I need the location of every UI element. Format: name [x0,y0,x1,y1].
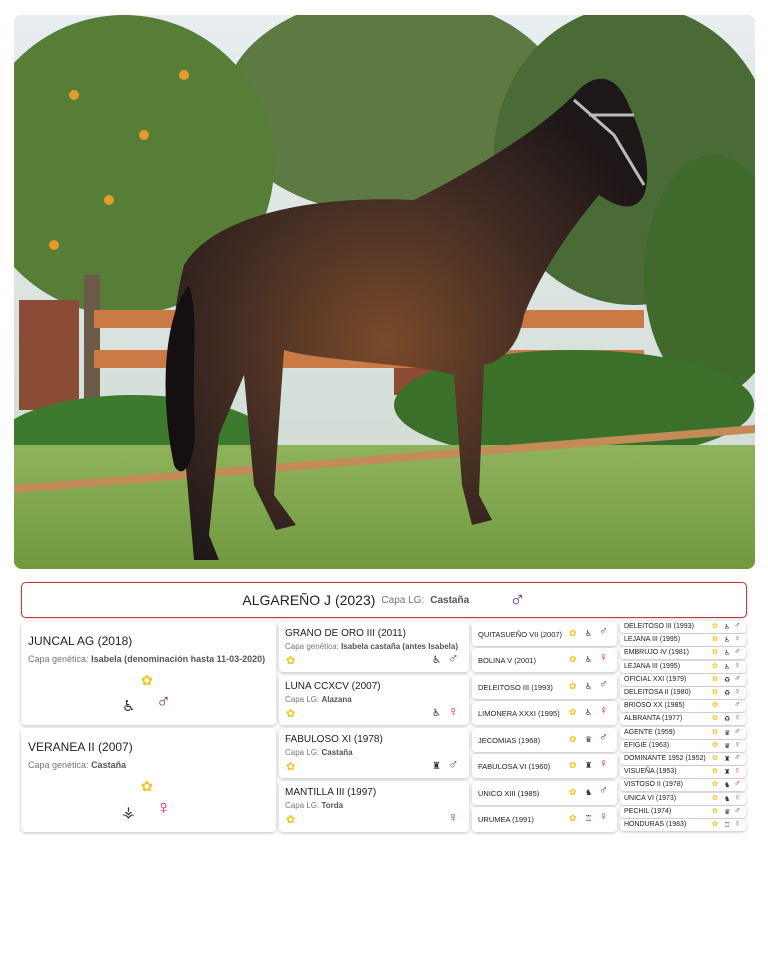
pedigree-card-gen2[interactable] [279,781,469,832]
breeding-symbol-icon: ♖ [724,822,731,829]
pedigree-card-gen4[interactable] [620,740,746,752]
pedigree-card-dam[interactable] [21,728,276,832]
pedigree-card-gen3[interactable] [472,807,617,832]
male-symbol-icon: ♂ [599,677,608,691]
ancestor-name: HONDURAS (1983) [624,821,687,828]
pedigree-card-gen3[interactable] [472,781,617,805]
ancestor-capa [285,695,352,704]
capa-value: Torda [321,801,344,810]
rosette-icon: ✿ [286,655,296,667]
rosette-icon: ✿ [569,654,577,664]
ancestor-name: LEJANA III (1995) [624,636,681,644]
breeding-symbol-icon: ♞ [585,788,593,797]
breeding-symbol-icon: ♿ [432,655,441,666]
rosette-icon: ✿ [141,672,153,688]
ancestor-name: DELEITOSO III (1993) [478,683,553,692]
breeding-symbol-icon: ♜ [585,761,593,770]
female-symbol-icon: ♀ [599,756,608,770]
pedigree-card-gen2[interactable] [279,675,469,725]
pedigree-card-gen4[interactable] [620,819,746,831]
female-symbol-icon: ♀ [599,809,608,823]
ancestor-name: BOLINA V (2001) [478,656,536,665]
rosette-icon: ✿ [712,821,718,828]
horse-photo-illustration [14,15,755,569]
ancestor-name: DOMINANTE 1952 (1952) [624,755,706,762]
capa-label: Capa LG: [285,801,320,810]
rosette-icon: ✿ [569,734,577,744]
male-symbol-icon: ♂ [448,650,459,666]
male-symbol-icon: ♂ [734,620,741,630]
breeding-symbol-icon: ⚶ [122,804,135,821]
female-symbol-icon: ♀ [734,712,741,723]
breeding-symbol-icon: ♞ [724,795,731,803]
pedigree-card-gen4[interactable] [620,806,746,818]
ancestor-name: PECHIL (1974) [624,807,672,815]
rosette-icon: ✿ [569,628,577,638]
breeding-symbol-icon: ♿ [585,682,593,691]
rosette-icon: ✿ [141,778,153,794]
rosette-icon: ✿ [712,728,718,736]
rosette-icon: ✿ [569,707,577,717]
pedigree-card-gen4[interactable] [620,727,746,739]
ancestor-name: UNICO XIII (1985) [478,789,540,798]
female-symbol-icon: ♀ [599,703,608,717]
horse-capa-label: Capa LG: [381,594,425,606]
male-symbol-icon: ♂ [599,730,608,744]
ancestor-capa [28,760,126,770]
female-symbol-icon: ♀ [448,809,459,825]
pedigree-card-gen4[interactable] [620,779,746,791]
rosette-icon: ✿ [569,760,577,770]
breeding-symbol-icon: ♛ [724,729,731,737]
capa-value: Castaña [91,760,127,770]
ancestor-name: UNICA VI (1973) [624,794,677,802]
female-symbol-icon: ♀ [734,738,741,749]
breeding-symbol-icon: ♿ [724,663,731,671]
breeding-symbol-icon: ♞ [724,782,731,790]
breeding-symbol-icon: ♻ [724,690,731,697]
male-symbol-icon: ♂ [509,587,526,612]
ancestor-name: FABULOSO XI (1978) [285,734,383,745]
pedigree-card-gen4[interactable] [620,793,746,805]
rosette-icon: ✿ [569,813,577,823]
breeding-symbol-icon: ♿ [585,708,593,717]
rosette-icon: ✿ [712,741,718,749]
rosette-icon: ✿ [712,781,718,789]
capa-value: Alazana [321,695,352,704]
rosette-icon: ✿ [712,715,718,723]
pedigree-card-gen4[interactable] [620,766,746,778]
female-symbol-icon: ♀ [734,765,741,776]
breeding-symbol-icon: ♻ [724,676,731,684]
female-symbol-icon: ♀ [734,791,741,802]
rosette-icon: ✿ [712,794,718,802]
rosette-icon: ✿ [286,708,296,720]
ancestor-capa [285,748,353,757]
male-symbol-icon: ♂ [599,624,608,638]
male-symbol-icon: ♂ [599,783,608,797]
ancestor-name: OFICIAL XXI (1979) [624,675,687,683]
pedigree-card-gen4[interactable] [620,713,746,725]
pedigree-card-gen3[interactable] [472,728,617,752]
horse-name: ALGAREÑO J (2023) [242,592,376,608]
ancestor-name: JUNCAL AG (2018) [28,634,133,648]
rosette-icon: ✿ [569,681,577,691]
rosette-icon: ✿ [569,787,577,797]
male-symbol-icon: ♂ [734,699,741,710]
male-symbol-icon: ♂ [156,691,171,713]
rosette-icon: ✿ [286,814,296,826]
pedigree-card-gen4[interactable] [620,700,746,712]
ancestor-name: LEJANA III (1995) [624,662,681,670]
female-symbol-icon: ♀ [734,659,741,670]
male-symbol-icon: ♂ [734,778,741,789]
capa-value: Isabela (denominación hasta 11-03-2020) [91,654,266,664]
pedigree-card-gen3[interactable] [472,701,617,725]
ancestor-capa [285,642,458,651]
breeding-symbol-icon: ♿ [122,698,136,715]
pedigree-card-gen4[interactable] [620,674,746,686]
rosette-icon: ✿ [712,689,718,696]
ancestor-name: URUMEA (1991) [478,815,534,824]
female-symbol-icon: ♀ [599,650,608,664]
pedigree-card-gen4[interactable] [620,661,746,673]
female-symbol-icon: ♀ [734,633,741,644]
breeding-symbol-icon: ♜ [724,756,731,763]
pedigree-card-gen4[interactable] [620,753,746,765]
female-symbol-icon: ♀ [448,703,459,719]
rosette-icon: ✿ [712,623,718,630]
breeding-symbol-icon: ♛ [724,808,731,816]
rosette-icon: ✿ [712,662,718,670]
male-symbol-icon: ♂ [734,804,741,815]
male-symbol-icon: ♂ [734,672,741,683]
breeding-symbol-icon: ♿ [724,637,731,645]
breeding-symbol-icon: ♿ [724,624,731,631]
capa-label: Capa genética: [28,760,89,770]
ancestor-name: MANTILLA III (1997) [285,787,377,798]
ancestor-capa [28,654,265,664]
female-symbol-icon: ♀ [156,797,171,819]
ancestor-name: LUNA CCXCV (2007) [285,681,381,692]
female-symbol-icon: ♀ [734,818,741,828]
breeding-symbol-icon: ♜ [432,761,441,772]
breeding-symbol-icon: ♿ [724,650,731,658]
ancestor-name: EFIGIE (1963) [624,741,670,749]
ancestor-name: VISUEÑA (1953) [624,768,677,776]
pedigree-card-gen3[interactable] [472,622,617,646]
breeding-symbol-icon: ♿ [432,708,441,719]
ancestor-name: FABULOSA VI (1960) [478,762,551,771]
capa-label: Capa genética: [285,642,339,651]
ancestor-name: GRANO DE ORO III (2011) [285,628,406,639]
pedigree-card-sire[interactable] [21,622,276,725]
male-symbol-icon: ♂ [734,646,741,657]
rosette-icon: ✿ [712,649,718,657]
male-symbol-icon: ♂ [734,725,741,736]
horse-capa-value: Castaña [430,594,470,606]
breeding-symbol-icon: ♻ [724,716,731,724]
ancestor-capa [285,801,343,810]
ancestor-name: BRIOSO XX (1985) [624,702,685,710]
pedigree-card-gen3[interactable] [472,648,617,672]
pedigree-card-gen2[interactable] [279,728,469,778]
ancestor-name: ALBRANTA (1977) [624,715,683,723]
pedigree-card-gen3[interactable] [472,675,617,699]
rosette-icon: ✿ [712,807,718,815]
ancestor-name: LIMONERA XXXI (1995) [478,709,560,718]
rosette-icon: ✿ [712,636,718,644]
pedigree-card-gen4[interactable] [620,634,746,646]
ancestor-name: VERANEA II (2007) [28,740,133,754]
breeding-symbol-icon: ♿ [585,629,593,638]
pedigree-card-gen4[interactable] [620,687,746,699]
horse-photo [14,15,755,569]
ancestor-name: VISTOSO II (1978) [624,781,684,789]
pedigree-card-gen4[interactable] [620,647,746,659]
male-symbol-icon: ♂ [734,752,741,762]
ancestor-name: QUITASUEÑO VII (2007) [478,630,563,639]
rosette-icon: ✿ [712,755,718,762]
female-symbol-icon: ♀ [734,686,741,696]
pedigree-card-gen3[interactable] [472,754,617,778]
rosette-icon: ✿ [712,702,718,710]
ancestor-name: DELEITOSA II (1980) [624,689,691,696]
horse-title-bar [21,582,747,618]
capa-label: Capa LG: [285,695,320,704]
breeding-symbol-icon: ♿ [585,655,593,664]
ancestor-name: DELEITOSO III (1993) [624,623,694,630]
breeding-symbol-icon: ♜ [724,769,731,777]
male-symbol-icon: ♂ [448,756,459,772]
pedigree-card-gen2[interactable] [279,622,469,672]
pedigree-card-gen4[interactable] [620,621,746,633]
rosette-icon: ✿ [712,675,718,683]
rosette-icon: ✿ [286,761,296,773]
ancestor-name: JECOMIAS (1968) [478,736,541,745]
breeding-symbol-icon: ♛ [585,735,593,744]
capa-value: Castaña [321,748,353,757]
capa-label: Capa LG: [285,748,320,757]
capa-value: Isabela castaña (antes Isabela) [341,642,459,651]
rosette-icon: ✿ [712,768,718,776]
ancestor-name: EMBRUJO IV (1981) [624,649,689,657]
capa-label: Capa genética: [28,654,89,664]
breeding-symbol-icon: ♖ [585,814,593,823]
ancestor-name: AGENTE (1959) [624,728,675,736]
breeding-symbol-icon: ♛ [724,742,731,750]
